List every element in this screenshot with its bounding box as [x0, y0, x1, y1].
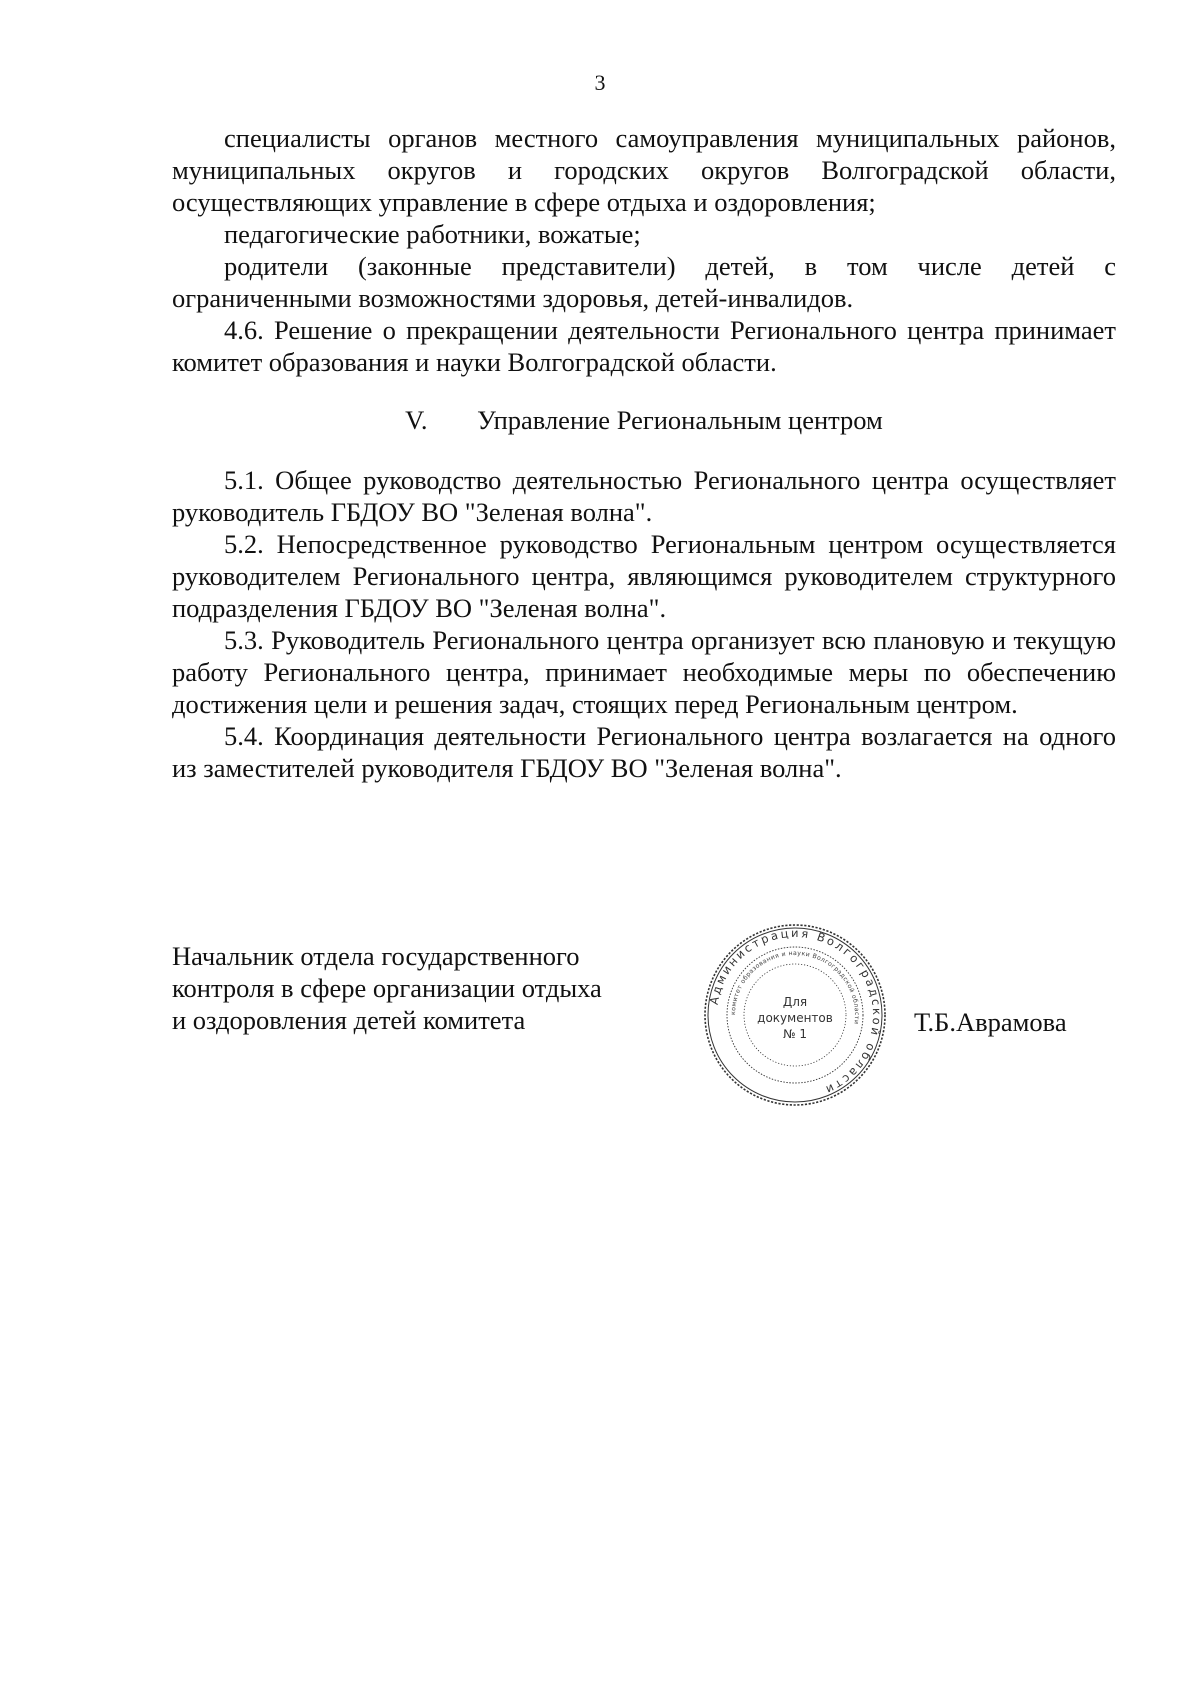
stamp-center-line: документов — [757, 1011, 833, 1025]
document-body — [172, 122, 1116, 784]
section-title-text: Управление Региональным центром — [477, 405, 883, 435]
signatory-position — [172, 940, 642, 1036]
paragraph: специалисты органов местного самоуправления муниципальных районов, муниципальных округов и городских округов Волгоградской области, осуществляющих управление в сфере отдыха и оздоровления; — [172, 123, 1116, 217]
signatory-name: Т.Б.Аврамова — [914, 1007, 1067, 1037]
signatory-position-line: контроля в сфере организации отдыха — [172, 973, 602, 1003]
paragraph: 4.6. Решение о прекращении деятельности Регионального центра принимает комитет образования и науки Волгоградской области. — [172, 315, 1116, 377]
stamp-center-line: № 1 — [783, 1027, 807, 1041]
section-heading — [172, 404, 1116, 436]
paragraph: родители (законные представители) детей, в том числе детей с ограниченными возможностями здоровья, детей-инвалидов. — [172, 251, 1116, 313]
paragraph: 5.1. Общее руководство деятельностью Регионального центра осуществляет руководитель ГБДОУ ВО "Зеленая волна". — [172, 465, 1116, 527]
stamp-outer-text: Администрация Волгоградской области — [706, 925, 885, 1098]
official-stamp-icon — [702, 922, 888, 1108]
signatory-position-line: Начальник отдела государственного — [172, 941, 580, 971]
stamp-center-line: Для — [782, 995, 808, 1009]
paragraph: педагогические работники, вожатые; — [224, 219, 641, 249]
paragraph: 5.3. Руководитель Регионального центра организует всю плановую и текущую работу Регионального центра, принимает необходимые меры по обеспечению достижения цели и решения задач, стоящих перед Региональным центром. — [172, 625, 1116, 719]
stamp-inner-text: комитет образования и науки Волгоградской области — [729, 949, 861, 1025]
signatory-position-line: и оздоровления детей комитета — [172, 1005, 526, 1035]
section-number: V. — [405, 405, 428, 435]
signature-block — [172, 925, 1116, 1120]
paragraph: 5.2. Непосредственное руководство Региональным центром осуществляется руководителем Регионального центра, являющимся руководителем структурного подразделения ГБДОУ ВО "Зеленая волна". — [172, 529, 1116, 623]
page-number: 3 — [594, 70, 606, 95]
paragraph: 5.4. Координация деятельности Регионального центра возлагается на одного из заместителей руководителя ГБДОУ ВО "Зеленая волна". — [172, 721, 1116, 783]
